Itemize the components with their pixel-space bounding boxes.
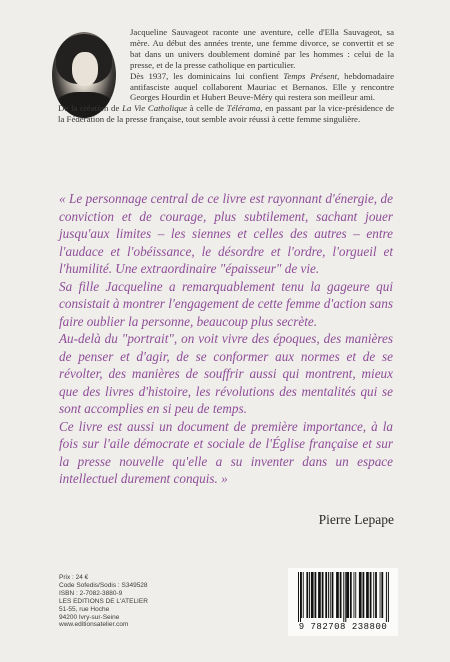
isbn-barcode bbox=[288, 568, 398, 636]
quote-paragraph-3: Au-delà du "portrait", on voit vivre des époques, des manières de penser et d'agir, de se conformer aux normes et de se révolter, des manières de souffrir aussi qui montrent, mieux que des livres d'histoire, les révolutions des mentalités qui se sont accomplies en si peu de temps. bbox=[59, 331, 393, 416]
publisher-name: LES EDITIONS DE L'ATELIER bbox=[59, 597, 148, 605]
review-quote bbox=[59, 190, 393, 488]
barcode-digits: 9 782708 238800 bbox=[298, 622, 388, 632]
publisher-colophon bbox=[59, 574, 148, 629]
distributor-code: Code Sofedis/Sodis : S349528 bbox=[59, 581, 148, 589]
quote-paragraph-4: Ce livre est aussi un document de première importance, à la fois sur l'aile démocrate et sociale de l'Église française et sur la presse nouvelle qu'elle a su inventer dans un espace intellectuel durement conquis. » bbox=[59, 418, 393, 486]
barcode-bars bbox=[294, 572, 392, 622]
summary-paragraph-1: Jacqueline Sauvageot raconte une aventure, celle d'Ella Sauvageot, sa mère. Au début des années trente, une femme divorce, se convertit et se bat dans un univers doublement dominé par les hommes : celui de la presse, et de la presse catholique en particulier. bbox=[130, 27, 394, 70]
publisher-street: 51-55, rue Hoche bbox=[59, 605, 110, 613]
quote-author: Pierre Lepape bbox=[318, 512, 394, 527]
summary-text bbox=[58, 27, 394, 125]
quote-paragraph-1: « Le personnage central de ce livre est rayonnant d'énergie, de conviction et de courage, plus subtilement, sachant jouer jusqu'aux limites – les siennes et celles des autres – entre l'audace et l'obéissance, le désordre et l'ordre, l'orgueil et l'humilité. Une extraordinaire "épaisseur" de vie. bbox=[59, 191, 393, 276]
isbn: ISBN : 2-7082-3880-9 bbox=[59, 589, 123, 597]
price: Prix : 24 € bbox=[59, 574, 89, 581]
publisher-city: 94200 Ivry-sur-Seine bbox=[59, 613, 120, 621]
publisher-website: www.editionsatelier.com bbox=[59, 621, 129, 629]
summary-paragraph-2: Dès 1937, les dominicains lui confient Temps Présent, hebdomadaire antifasciste auquel collaborent Mauriac et Bernanos. Elle y rencontre Georges Hourdin et Hubert Beuve-Méry qui restera son meilleur ami. bbox=[130, 70, 394, 103]
quote-paragraph-2: Sa fille Jacqueline a remarquablement tenu la gageure qui consistait à montrer l'engagement de cette femme d'action sans faire oublier la personne, beaucoup plus secrète. bbox=[59, 278, 393, 329]
summary-paragraph-3: De la création de La Vie Catholique à celle de Télérama, en passant par la vice-présidence de la Fédération de la presse française, tout semble avoir réussi à cette femme singulière. bbox=[58, 103, 395, 125]
